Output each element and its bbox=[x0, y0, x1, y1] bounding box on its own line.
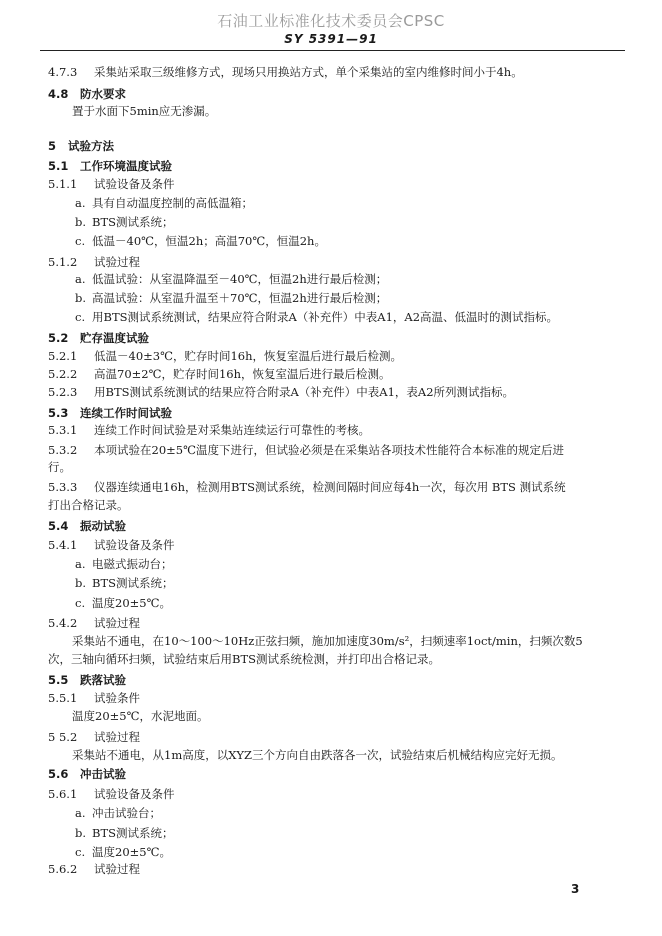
header-organization: 石油工业标准化技术委员会CPSC bbox=[217, 12, 445, 30]
header-rule bbox=[40, 50, 625, 51]
line-text: 行。 bbox=[48, 460, 71, 474]
clause-number: 5.1 bbox=[48, 159, 69, 173]
header-standard-number: SY 5391—91 bbox=[284, 32, 378, 46]
line-text: 连续工作时间试验 bbox=[80, 406, 172, 420]
clause-number: 4.8 bbox=[48, 87, 69, 101]
item-marker: b. bbox=[75, 215, 87, 229]
line-text: 采集站不通电，在10～100～10Hz正弦扫频，施加加速度30m/s²，扫频速率1oct/min，扫频次数5 bbox=[72, 634, 583, 648]
line-text: 用BTS测试系统测试，结果应符合附录A（补充件）中表A1，A2高温、低温时的测试指标。 bbox=[92, 310, 559, 324]
clause-number: 5.5.1 bbox=[48, 691, 78, 705]
line-text: 试验设备及条件 bbox=[94, 787, 175, 801]
clause-number: 4.7.3 bbox=[48, 65, 78, 79]
clause-number: 5 5.2 bbox=[48, 730, 78, 744]
line-text: 打出合格记录。 bbox=[48, 498, 129, 512]
clause-number: 5.6.2 bbox=[48, 862, 78, 876]
item-marker: b. bbox=[75, 576, 87, 590]
clause-number: 5.6 bbox=[48, 767, 69, 781]
line-text: 电磁式振动台； bbox=[92, 557, 173, 571]
line-text: BTS测试系统； bbox=[92, 576, 174, 590]
line-text: BTS测试系统； bbox=[92, 215, 174, 229]
line-text: 冲击试验 bbox=[80, 767, 126, 781]
item-marker: c. bbox=[75, 310, 86, 324]
clause-number: 5.3 bbox=[48, 406, 69, 420]
line-text: 置于水面下5min应无渗漏。 bbox=[72, 104, 217, 118]
item-marker: b. bbox=[75, 291, 87, 305]
line-text: 试验设备及条件 bbox=[94, 538, 175, 552]
line-text: 本项试验在20±5℃温度下进行，但试验必须是在采集站各项技术性能符合本标准的规定后进 bbox=[94, 443, 564, 457]
clause-number: 5.3.2 bbox=[48, 443, 78, 457]
line-text: 跌落试验 bbox=[80, 673, 126, 687]
clause-number: 5.1.2 bbox=[48, 255, 78, 269]
clause-number: 5.4 bbox=[48, 519, 69, 533]
clause-number: 5.3.1 bbox=[48, 423, 78, 437]
line-text: 试验过程 bbox=[94, 862, 140, 876]
line-text: 防水要求 bbox=[80, 87, 126, 101]
line-text: BTS测试系统； bbox=[92, 826, 174, 840]
item-marker: c. bbox=[75, 234, 86, 248]
clause-number: 5.2 bbox=[48, 331, 69, 345]
line-text: 连续工作时间试验是对采集站连续运行可靠性的考核。 bbox=[94, 423, 370, 437]
line-text: 次，三轴向循环扫频，试验结束后用BTS测试系统检测，并打印出合格记录。 bbox=[48, 652, 440, 666]
line-text: 仪器连续通电16h，检测用BTS测试系统，检测间隔时间应每4h一次，每次用 BTS 测试系统 bbox=[94, 480, 566, 494]
line-text: 试验过程 bbox=[94, 255, 140, 269]
line-text: 高温70±2℃，贮存时间16h，恢复室温后进行最后检测。 bbox=[94, 367, 391, 381]
item-marker: a. bbox=[75, 272, 86, 286]
item-marker: a. bbox=[75, 806, 86, 820]
line-text: 温度20±5℃，水泥地面。 bbox=[72, 709, 209, 723]
line-text: 试验设备及条件 bbox=[94, 177, 175, 191]
clause-number: 5.2.1 bbox=[48, 349, 78, 363]
clause-number: 5.4.2 bbox=[48, 616, 78, 630]
item-marker: b. bbox=[75, 826, 87, 840]
item-marker: c. bbox=[75, 845, 86, 859]
clause-number: 5.2.3 bbox=[48, 385, 78, 399]
clause-number: 5.6.1 bbox=[48, 787, 78, 801]
line-text: 试验条件 bbox=[94, 691, 140, 705]
line-text: 振动试验 bbox=[80, 519, 126, 533]
line-text: 温度20±5℃。 bbox=[92, 596, 171, 610]
item-marker: a. bbox=[75, 196, 86, 210]
line-text: 低温－40±3℃，贮存时间16h，恢复室温后进行最后检测。 bbox=[94, 349, 402, 363]
item-marker: c. bbox=[75, 596, 86, 610]
line-text: 温度20±5℃。 bbox=[92, 845, 171, 859]
line-text: 试验方法 bbox=[68, 139, 114, 153]
clause-number: 5 bbox=[48, 139, 57, 153]
clause-number: 5.3.3 bbox=[48, 480, 78, 494]
line-text: 采集站不通电，从1m高度，以XYZ三个方向自由跌落各一次，试验结束后机械结构应完好无损。 bbox=[72, 748, 563, 762]
line-text: 高温试验：从室温升温至＋70℃，恒温2h进行最后检测； bbox=[92, 291, 388, 305]
line-text: 试验过程 bbox=[94, 730, 140, 744]
clause-number: 5.2.2 bbox=[48, 367, 78, 381]
clause-number: 5.4.1 bbox=[48, 538, 78, 552]
line-text: 用BTS测试系统测试的结果应符合附录A（补充件）中表A1，表A2所列测试指标。 bbox=[94, 385, 515, 399]
line-text: 工作环境温度试验 bbox=[80, 159, 172, 173]
item-marker: a. bbox=[75, 557, 86, 571]
clause-number: 5.5 bbox=[48, 673, 69, 687]
line-text: 低温试验：从室温降温至－40℃，恒温2h进行最后检测； bbox=[92, 272, 388, 286]
line-text: 试验过程 bbox=[94, 616, 140, 630]
line-text: 低温－40℃，恒温2h；高温70℃，恒温2h。 bbox=[92, 234, 326, 248]
clause-number: 5.1.1 bbox=[48, 177, 78, 191]
line-text: 具有自动温度控制的高低温箱； bbox=[92, 196, 253, 210]
line-text: 贮存温度试验 bbox=[80, 331, 149, 345]
line-text: 采集站采取三级维修方式，现场只用换站方式，单个采集站的室内维修时间小于4h。 bbox=[94, 65, 523, 79]
page-number: 3 bbox=[571, 882, 580, 896]
line-text: 冲击试验台； bbox=[92, 806, 161, 820]
